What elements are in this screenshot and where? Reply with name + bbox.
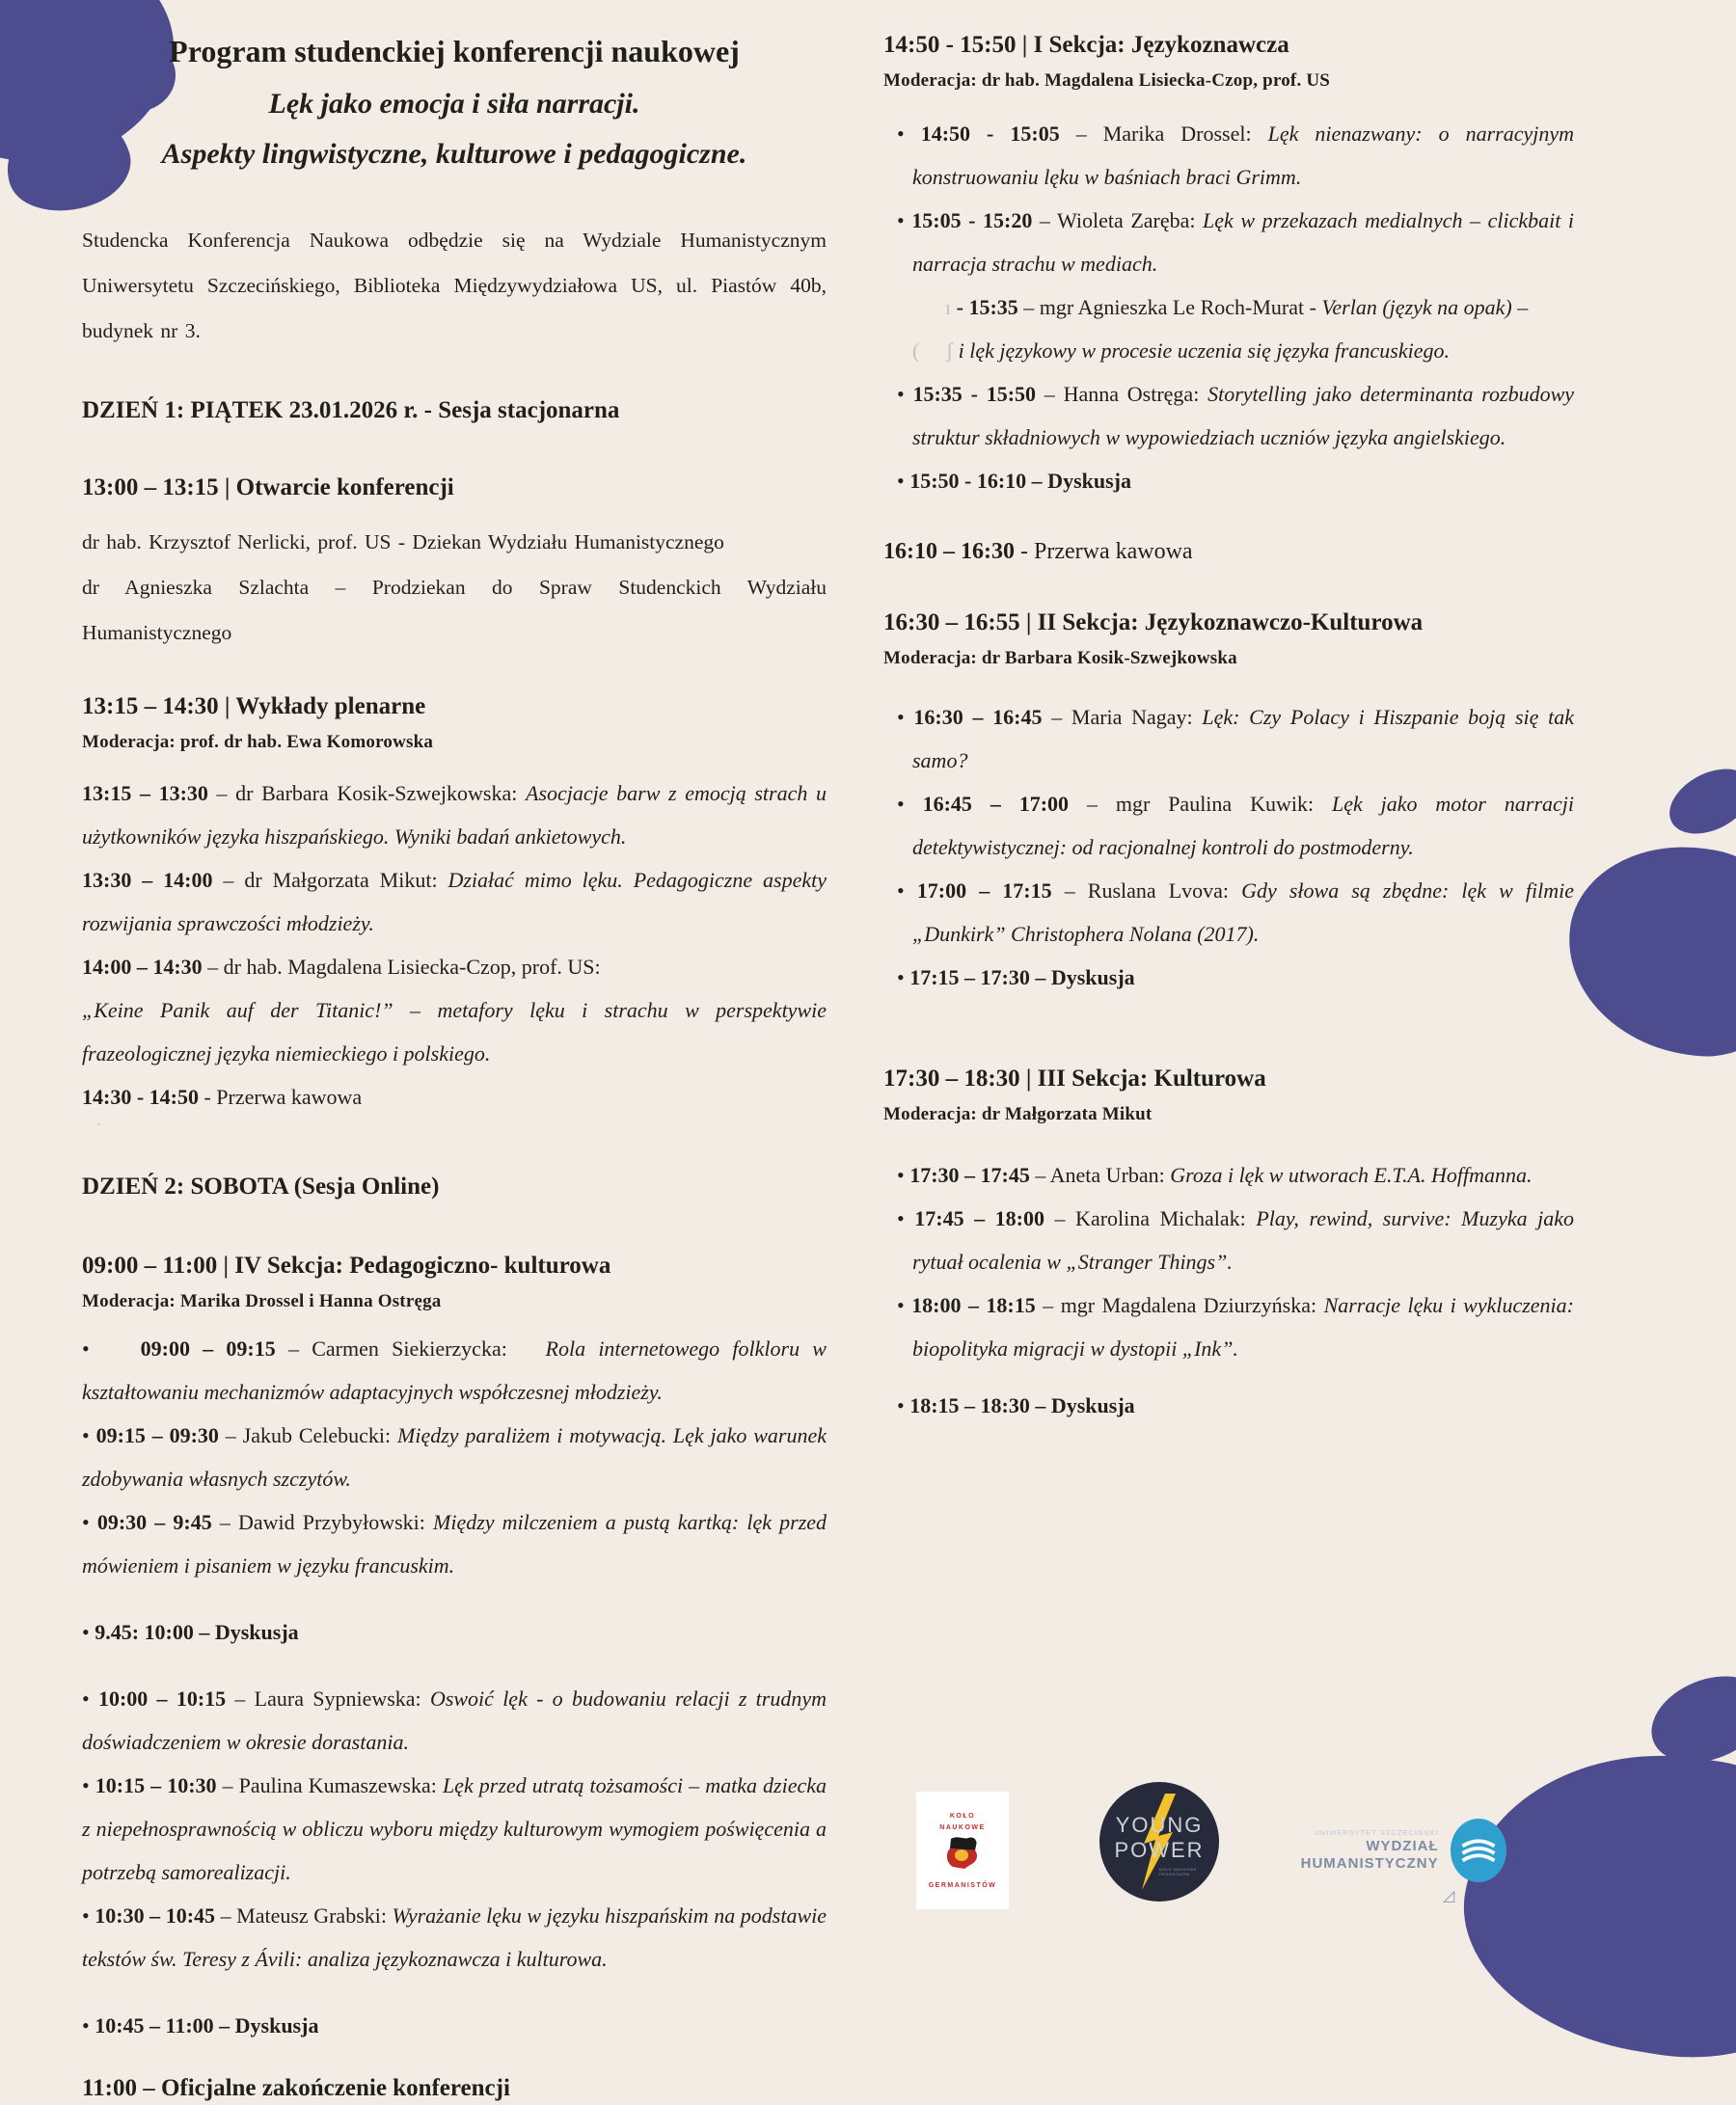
- discussion-item: [82, 2004, 827, 2047]
- text-segment: Moderacja: dr Małgorzata Mikut: [883, 1104, 1153, 1124]
- germanist-logo-text: KOŁO: [949, 1812, 976, 1820]
- text-segment: •: [897, 1163, 910, 1187]
- faculty-name-text: WYDZIAŁ HUMANISTYCZNY: [1300, 1838, 1439, 1872]
- discussion-item: [883, 956, 1574, 999]
- program-item: [82, 771, 827, 858]
- text-segment: •: [82, 1903, 95, 1928]
- moderation-line: [82, 729, 827, 756]
- text-segment: •: [897, 382, 913, 406]
- text-segment: 13:15 – 13:30: [82, 781, 208, 805]
- text-segment: – Dawid Przybyłowski:: [211, 1510, 434, 1534]
- text-segment: 09:00 – 11:00 | IV Sekcja: Pedagogiczno- kulturowa: [82, 1253, 611, 1279]
- program-item: [82, 1677, 827, 1764]
- text-segment: Aspekty lingwistyczne, kulturowe i pedagogiczne.: [161, 138, 747, 170]
- text-segment: ʃ: [945, 338, 954, 363]
- text-segment: Między paraliżem i motywacją. Lęk jako warunek zdobywania własnych szczytów.: [82, 1423, 827, 1491]
- text-segment: 17:45 – 18:00: [914, 1206, 1044, 1230]
- program-item: [82, 1327, 827, 1414]
- text-segment: Działać mimo lęku. Pedagogiczne aspekty rozwijania sprawczości młodzieży.: [82, 868, 827, 935]
- text-segment: •: [82, 1336, 141, 1361]
- germany-map-icon: [941, 1835, 984, 1878]
- text-segment: •: [897, 792, 923, 816]
- text-segment: 15:50 - 16:10 – Dyskusja: [909, 469, 1131, 493]
- text-segment: 13:15 – 14:30 | Wykłady plenarne: [82, 693, 426, 719]
- text-segment: – dr Małgorzata Mikut:: [212, 868, 448, 892]
- germanist-logo-text: NAUKOWE: [939, 1823, 986, 1831]
- text-segment: dr Agnieszka Szlachta – Prodziekan do Spraw Studenckich Wydziału Humanistycznego: [82, 576, 827, 644]
- text-segment: - Przerwa kawowa: [198, 1085, 363, 1109]
- text-segment: 17:15 – 17:30 – Dyskusja: [909, 965, 1135, 989]
- program-item: [883, 695, 1574, 782]
- text-segment: •: [82, 1510, 97, 1534]
- text-segment: 15:05 - 15:20: [911, 208, 1033, 232]
- text-segment: Groza i lęk w utworach E.T.A. Hoffmanna.: [1170, 1163, 1533, 1187]
- young-power-text: POWER: [1114, 1838, 1205, 1862]
- text-segment: - Przerwa kawowa: [1014, 539, 1193, 564]
- program-item: [82, 1894, 827, 1981]
- text-segment: •: [897, 878, 917, 903]
- discussion-item: [883, 1384, 1574, 1427]
- text-segment: ı: [945, 295, 957, 319]
- text-segment: 10:45 – 11:00 – Dyskusja: [95, 2013, 319, 2038]
- young-power-subtext: KOŁO NAUKOWE PEDAGOGÓW: [1159, 1867, 1197, 1876]
- program-item: [883, 869, 1574, 956]
- text-segment: Narracje lęku i wykluczenia: biopolityka migracji w dystopii „Ink”.: [912, 1293, 1574, 1361]
- program-item-title: [82, 988, 827, 1075]
- text-segment: – Jakub Celebucki:: [218, 1423, 397, 1447]
- break-line: [82, 1075, 827, 1119]
- text-segment: Studencka Konferencja Naukowa odbędzie się na Wydziale Humanistycznym Uniwersytetu Szczecińskiego, Biblioteka Międzywydziałowa US, ul. Piastów 40b, budynek nr 3.: [82, 229, 827, 342]
- text-segment: Lęk przed utratą tożsamości – matka dziecka z niepełnosprawnością w obliczu wyboru między kulturowym wymogiem poświęcenia a potrzebą samorealizacji.: [82, 1773, 827, 1884]
- text-segment: 18:00 – 18:15: [911, 1293, 1036, 1317]
- text-segment: - 15:35: [956, 295, 1018, 319]
- text-segment: •: [897, 208, 912, 232]
- text-segment: 14:50 - 15:50 | I Sekcja: Językoznawcza: [883, 32, 1289, 58]
- discussion-item: [82, 1610, 827, 1654]
- intro-paragraph: [82, 218, 827, 354]
- program-item: [82, 858, 827, 945]
- program-item: [82, 945, 827, 988]
- text-segment: Lęk w przekazach medialnych – clickbait i narracja strachu w mediach.: [912, 208, 1574, 276]
- moderation-line: [883, 1101, 1574, 1128]
- wydzial-humanistyczny-text: [1248, 1828, 1439, 1873]
- text-segment: – Maria Nagay:: [1042, 705, 1203, 729]
- break-line: [883, 535, 1574, 568]
- text-segment: •: [82, 1773, 95, 1797]
- program-item: [883, 1153, 1574, 1197]
- text-segment: Lęk: Czy Polacy i Hiszpanie boją się tak samo?: [912, 705, 1575, 772]
- text-segment: DZIEŃ 1: PIĄTEK 23.01.2026 r. - Sesja stacjonarna: [82, 397, 620, 423]
- text-segment: – Carmen Siekierzycka:: [275, 1336, 546, 1361]
- decorative-blob-right: [1555, 831, 1736, 1067]
- text-segment: DZIEŃ 2: SOBOTA (Sesja Online): [82, 1174, 440, 1200]
- text-segment: 17:30 – 18:30 | III Sekcja: Kulturowa: [883, 1066, 1266, 1092]
- text-segment: •: [897, 469, 910, 493]
- text-segment: Moderacja: Marika Drossel i Hanna Ostręga: [82, 1291, 442, 1311]
- text-segment: „Keine Panik auf der Titanic!” – metafory lęku i strachu w perspektywie frazeologicznej języka niemieckiego i polskiego.: [82, 998, 827, 1066]
- text-segment: 16:10 – 16:30: [883, 539, 1015, 564]
- young-power-logo: [1099, 1782, 1219, 1902]
- text-segment: 10:30 – 10:45: [95, 1903, 216, 1928]
- text-segment: dr hab. Krzysztof Nerlicki, prof. US - Dziekan Wydziału Humanistycznego: [82, 530, 724, 553]
- session-heading: [883, 29, 1574, 62]
- text-segment: 17:00 – 17:15: [916, 878, 1052, 903]
- text-segment: 09:30 – 9:45: [96, 1510, 212, 1534]
- text-segment: Lęk jako emocja i siła narracji.: [268, 88, 640, 120]
- text-segment: – Paulina Kumaszewska:: [216, 1773, 443, 1797]
- program-item: [82, 1414, 827, 1500]
- text-segment: •: [82, 1423, 96, 1447]
- text-segment: – Karolina Michalak:: [1044, 1206, 1257, 1230]
- speaker-line: [82, 565, 827, 656]
- text-segment: 09:00 – 09:15: [140, 1336, 276, 1361]
- program-item: [82, 1764, 827, 1894]
- text-segment: – Marika Drossel:: [1059, 121, 1268, 146]
- text-segment: •: [897, 1206, 915, 1230]
- text-segment: 10:00 – 10:15: [97, 1687, 227, 1711]
- text-segment: •: [897, 705, 914, 729]
- text-segment: i lęk językowy w procesie uczenia się języka francuskiego.: [958, 338, 1450, 363]
- text-segment: •: [897, 121, 921, 146]
- speaker-line: [82, 520, 827, 565]
- text-segment: 16:30 – 16:55 | II Sekcja: Językoznawczo-Kulturowa: [883, 609, 1424, 635]
- doc-subtitle: [82, 85, 827, 123]
- program-column-right: [883, 29, 1574, 1427]
- text-segment: 11:00 – Oficjalne zakończenie konferencji: [82, 2075, 510, 2101]
- program-item: [883, 1197, 1574, 1283]
- university-name-text: UNIWERSYTET SZCZECIŃSKI: [1314, 1828, 1439, 1837]
- text-segment: 10:15 – 10:30: [95, 1773, 217, 1797]
- program-item: [82, 1500, 827, 1587]
- text-segment: Rola internetowego folkloru w kształtowaniu mechanizmów adaptacyjnych współczesnej młodzieży.: [82, 1336, 827, 1404]
- text-segment: 14:00 – 14:30: [82, 955, 203, 979]
- text-segment: Lęk jako motor narracji detektywistycznej: od racjonalnej kontroli do postmoderny.: [912, 792, 1574, 859]
- text-segment: ˙: [95, 1120, 102, 1141]
- text-segment: Gdy słowa są zbędne: lęk w filmie „Dunkirk” Christophera Nolana (2017).: [912, 878, 1574, 946]
- program-item: [883, 782, 1574, 869]
- program-column-left: [82, 31, 827, 2105]
- text-segment: 9.45: 10:00 – Dyskusja: [95, 1620, 299, 1644]
- text-segment: Moderacja: dr Barbara Kosik-Szwejkowska: [883, 648, 1237, 668]
- text-segment: – Ruslana Lvova:: [1051, 878, 1242, 903]
- text-segment: Asocjacje barw z emocją strach u użytkowników języka hiszpańskiego. Wyniki badań ankietowych.: [82, 781, 827, 849]
- text-segment: 17:30 – 17:45: [909, 1163, 1030, 1187]
- day-heading: [82, 394, 827, 427]
- text-segment: 13:30 – 14:00: [82, 868, 213, 892]
- book-icon: [1451, 1819, 1506, 1882]
- text-segment: Wyrażanie lęku w języku hiszpańskim na podstawie tekstów św. Teresy z Ávili: analiza językoznawcza i kulturowa.: [82, 1903, 827, 1971]
- text-segment: •: [82, 1687, 98, 1711]
- text-segment: 13:00 – 13:15 | Otwarcie konferencji: [82, 474, 454, 500]
- doc-subtitle: [82, 135, 827, 174]
- day-heading: [82, 1171, 827, 1203]
- text-segment: •: [82, 1620, 95, 1644]
- text-segment: 09:15 – 09:30: [95, 1423, 219, 1447]
- text-segment: Storytelling jako determinanta rozbudowy struktur składniowych w wypowiedziach uczniów języka angielskiego.: [912, 382, 1575, 449]
- young-power-text: YOUNG: [1115, 1813, 1204, 1837]
- session-heading: [82, 1250, 827, 1282]
- doc-title: [82, 31, 827, 71]
- text-segment: – Aneta Urban:: [1029, 1163, 1171, 1187]
- text-segment: •: [82, 2013, 95, 2038]
- text-segment: – dr Barbara Kosik-Szwejkowska:: [207, 781, 526, 805]
- program-item: [883, 199, 1574, 285]
- program-item: [883, 372, 1574, 459]
- text-segment: Program studenckiej konferencji naukowej: [169, 34, 740, 68]
- text-segment: – Wioleta Zaręba:: [1032, 208, 1204, 232]
- text-segment: •: [897, 965, 910, 989]
- text-segment: 16:45 – 17:00: [922, 792, 1070, 816]
- text-segment: 16:30 – 16:45: [913, 705, 1043, 729]
- text-segment: Lęk nienazwany: o narracyjnym konstruowaniu lęku w baśniach braci Grimm.: [912, 121, 1575, 189]
- session-heading: [82, 472, 827, 504]
- text-segment: •: [897, 1393, 910, 1417]
- text-segment: [919, 338, 946, 363]
- text-segment: Oswoić lęk - o budowaniu relacji z trudnym doświadczeniem w okresie dorastania.: [82, 1687, 827, 1754]
- text-segment: – Laura Sypniewska:: [226, 1687, 430, 1711]
- text-segment: – Hanna Ostręga:: [1036, 382, 1208, 406]
- text-segment: Verlan (język na opak) –: [1321, 295, 1529, 319]
- text-segment: – Mateusz Grabski:: [215, 1903, 393, 1928]
- program-item: [883, 112, 1574, 199]
- program-item: [883, 1283, 1574, 1370]
- closing-heading: [82, 2072, 827, 2105]
- text-segment: (: [912, 338, 920, 363]
- text-segment: – mgr Magdalena Dziurzyńska:: [1035, 1293, 1324, 1317]
- text-segment: 18:15 – 18:30 – Dyskusja: [909, 1393, 1135, 1417]
- program-item-partially-erased: [883, 285, 1574, 329]
- partner-logos-row: [909, 1790, 1506, 1925]
- text-segment: Play, rewind, survive: Muzyka jako rytuał ocalenia w „Stranger Things”.: [912, 1206, 1575, 1274]
- kolo-naukowe-germanistow-logo: [916, 1792, 1009, 1909]
- text-segment: – dr hab. Magdalena Lisiecka-Czop, prof. US:: [202, 955, 601, 979]
- scan-artifact: ◿: [1443, 1888, 1455, 1904]
- wydzial-humanistyczny-logo: [1248, 1819, 1506, 1882]
- decorative-blob-right-dot: [1659, 756, 1736, 847]
- text-segment: •: [897, 1293, 912, 1317]
- session-heading: [82, 690, 827, 723]
- text-segment: Moderacja: prof. dr hab. Ewa Komorowska: [82, 732, 434, 752]
- session-heading: [883, 607, 1574, 639]
- program-item-partially-erased: [883, 329, 1574, 372]
- text-segment: – mgr Paulina Kuwik:: [1069, 792, 1332, 816]
- text-segment: 15:35 - 15:50: [912, 382, 1037, 406]
- session-heading: [883, 1063, 1574, 1095]
- text-segment: – mgr Agnieszka Le Roch-Murat -: [1017, 295, 1322, 319]
- moderation-line: [883, 645, 1574, 672]
- moderation-line: [883, 67, 1574, 94]
- moderation-line: [82, 1288, 827, 1315]
- scan-artifact: [82, 1119, 827, 1142]
- text-segment: Między milczeniem a pustą kartką: lęk przed mówieniem i pisaniem w języku francuskim.: [82, 1510, 827, 1578]
- discussion-item: [883, 459, 1574, 502]
- text-segment: Moderacja: dr hab. Magdalena Lisiecka-Czop, prof. US: [883, 70, 1331, 91]
- text-segment: 14:50 - 15:05: [920, 121, 1060, 146]
- germanist-logo-text: GERMANISTÓW: [928, 1881, 997, 1889]
- text-segment: 14:30 - 14:50: [82, 1085, 199, 1109]
